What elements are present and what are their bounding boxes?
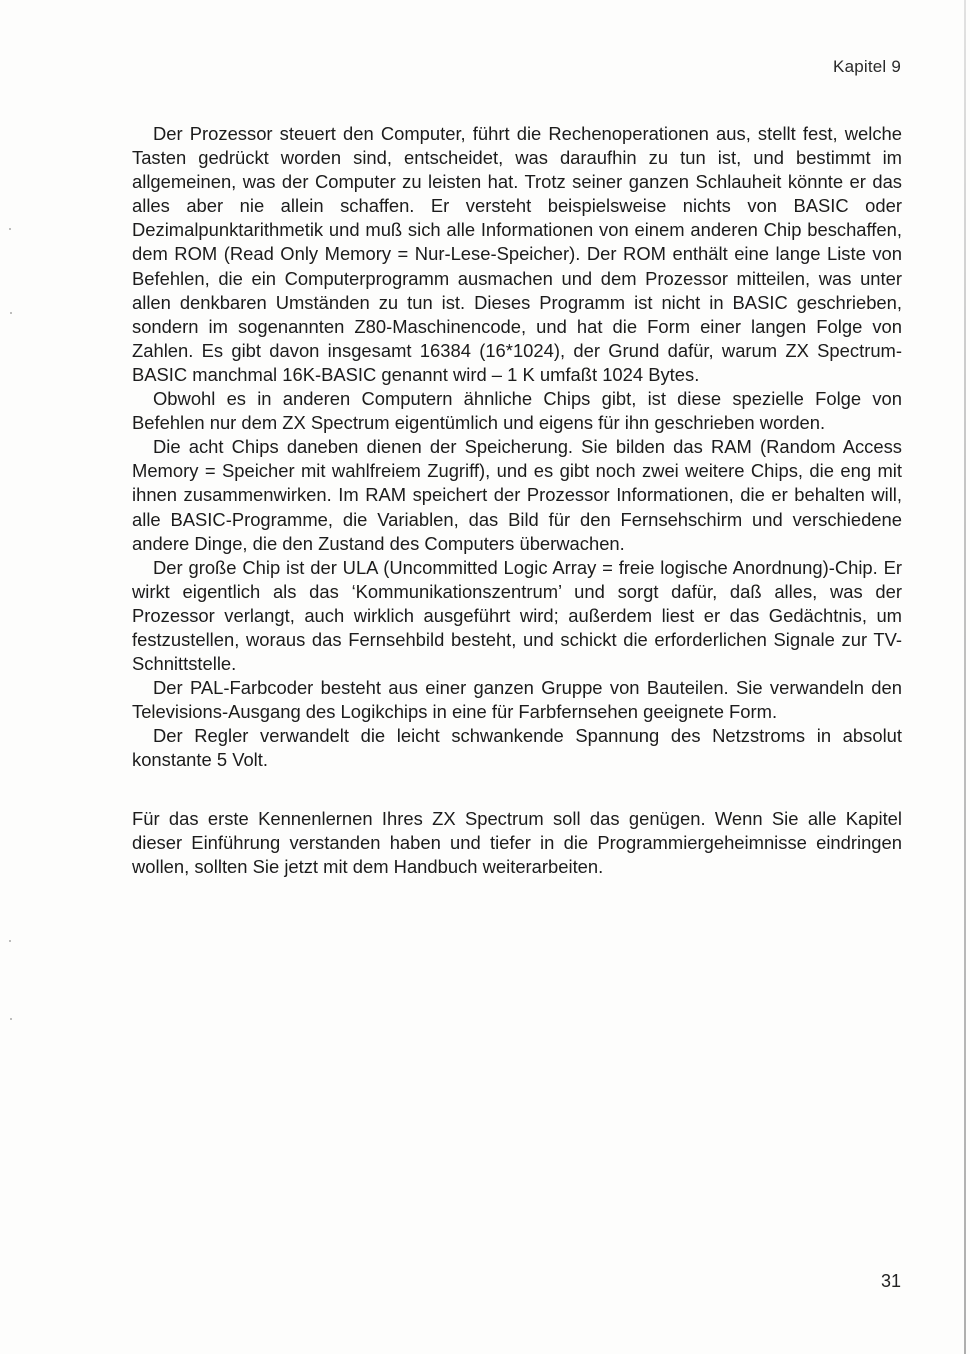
scan-speck (10, 312, 12, 314)
paragraph-pal-coder: Der PAL-Farbcoder besteht aus einer ganzen Gruppe von Bauteilen. Sie verwandeln den Televisions-Ausgang des Logikchips in eine für Farbfernsehen geeignete Form. (132, 677, 902, 723)
paragraph-ula: Der große Chip ist der ULA (Uncommitted Logic Array = freie logische Anordnung)-Chip. Er wirkt eigentlich als das ‘Kommunikationszentrum’ und sorgt dafür, daß alles, was der Prozessor verlangt, auch wirklich ausgeführt wird; außerdem liest er das Gedächtnis, um festzustellen, woraus das Fernsehbild besteht, und schickt die erforderlichen Signale zur TV-Schnittstelle. (132, 556, 902, 675)
chapter-header: Kapitel 9 (833, 57, 901, 76)
body-text (132, 122, 902, 879)
paragraph-ram: Die acht Chips daneben dienen der Speicherung. Sie bilden das RAM (Random Access Memory = Speicher mit wahlfreiem Zugriff), und es gibt noch zwei weitere Chips, die eng mit ihnen zusammenwirken. Im RAM speichert der Prozessor Informationen, die er behalten will, alle BASIC-Programme, die Variablen, das Bild für den Fernsehschirm und verschiedene andere Dinge, die den Zustand des Computers überwachen. (132, 436, 902, 554)
paragraph-processor: Der Prozessor steuert den Computer, führt die Rechenoperationen aus, stellt fest, welche Tasten gedrückt worden sind, entscheidet, was daraufhin zu tun ist, und bestimmt im allgemeinen, was der Computer zu leisten hat. Trotz seiner ganzen Schlauheit könnte er das alles aber nie allein schaffen. Er versteht beispielsweise nichts von BASIC oder Dezimalpunktarithmetik und muß sich alle Informationen von einem anderen Chip beschaffen, dem ROM (Read Only Memory = Nur-Lese-Speicher). Der ROM enthält eine lange Liste von Befehlen, die ein Computerprogramm ausmachen und dem Prozessor mitteilen, was unter allen denkbaren Umständen zu tun ist. Dieses Programm ist nicht in BASIC geschrieben, sondern im sogenannten Z80-Maschinencode, und hat die Form einer langen Folge von Zahlen. Es gibt davon insgesamt 16384 (16*1024), der Grund dafür, warum ZX Spectrum-BASIC manchmal 16K-BASIC genannt wird – 1 K umfaßt 1024 Bytes. (132, 123, 902, 385)
scan-speck (9, 940, 11, 942)
page-edge-shadow (964, 0, 966, 1354)
paragraph-closing: Für das erste Kennenlernen Ihres ZX Spectrum soll das genügen. Wenn Sie alle Kapitel dieser Einführung verstanden haben und tiefer in die Programmiergeheimnisse eindringen wollen, sollten Sie jetzt mit dem Handbuch weiterarbeiten. (132, 807, 902, 877)
scan-speck (9, 228, 11, 230)
paragraph-chips: Obwohl es in anderen Computern ähnliche Chips gibt, ist diese spezielle Folge von Befehlen nur dem ZX Spectrum eigentümlich und eigens für ihn geschrieben worden. (132, 388, 902, 434)
page-number: 31 (880, 1271, 901, 1291)
paragraph-regulator: Der Regler verwandelt die leicht schwankende Spannung des Netzstroms in absolut konstante 5 Volt. (132, 725, 902, 771)
scan-speck (10, 1018, 12, 1020)
